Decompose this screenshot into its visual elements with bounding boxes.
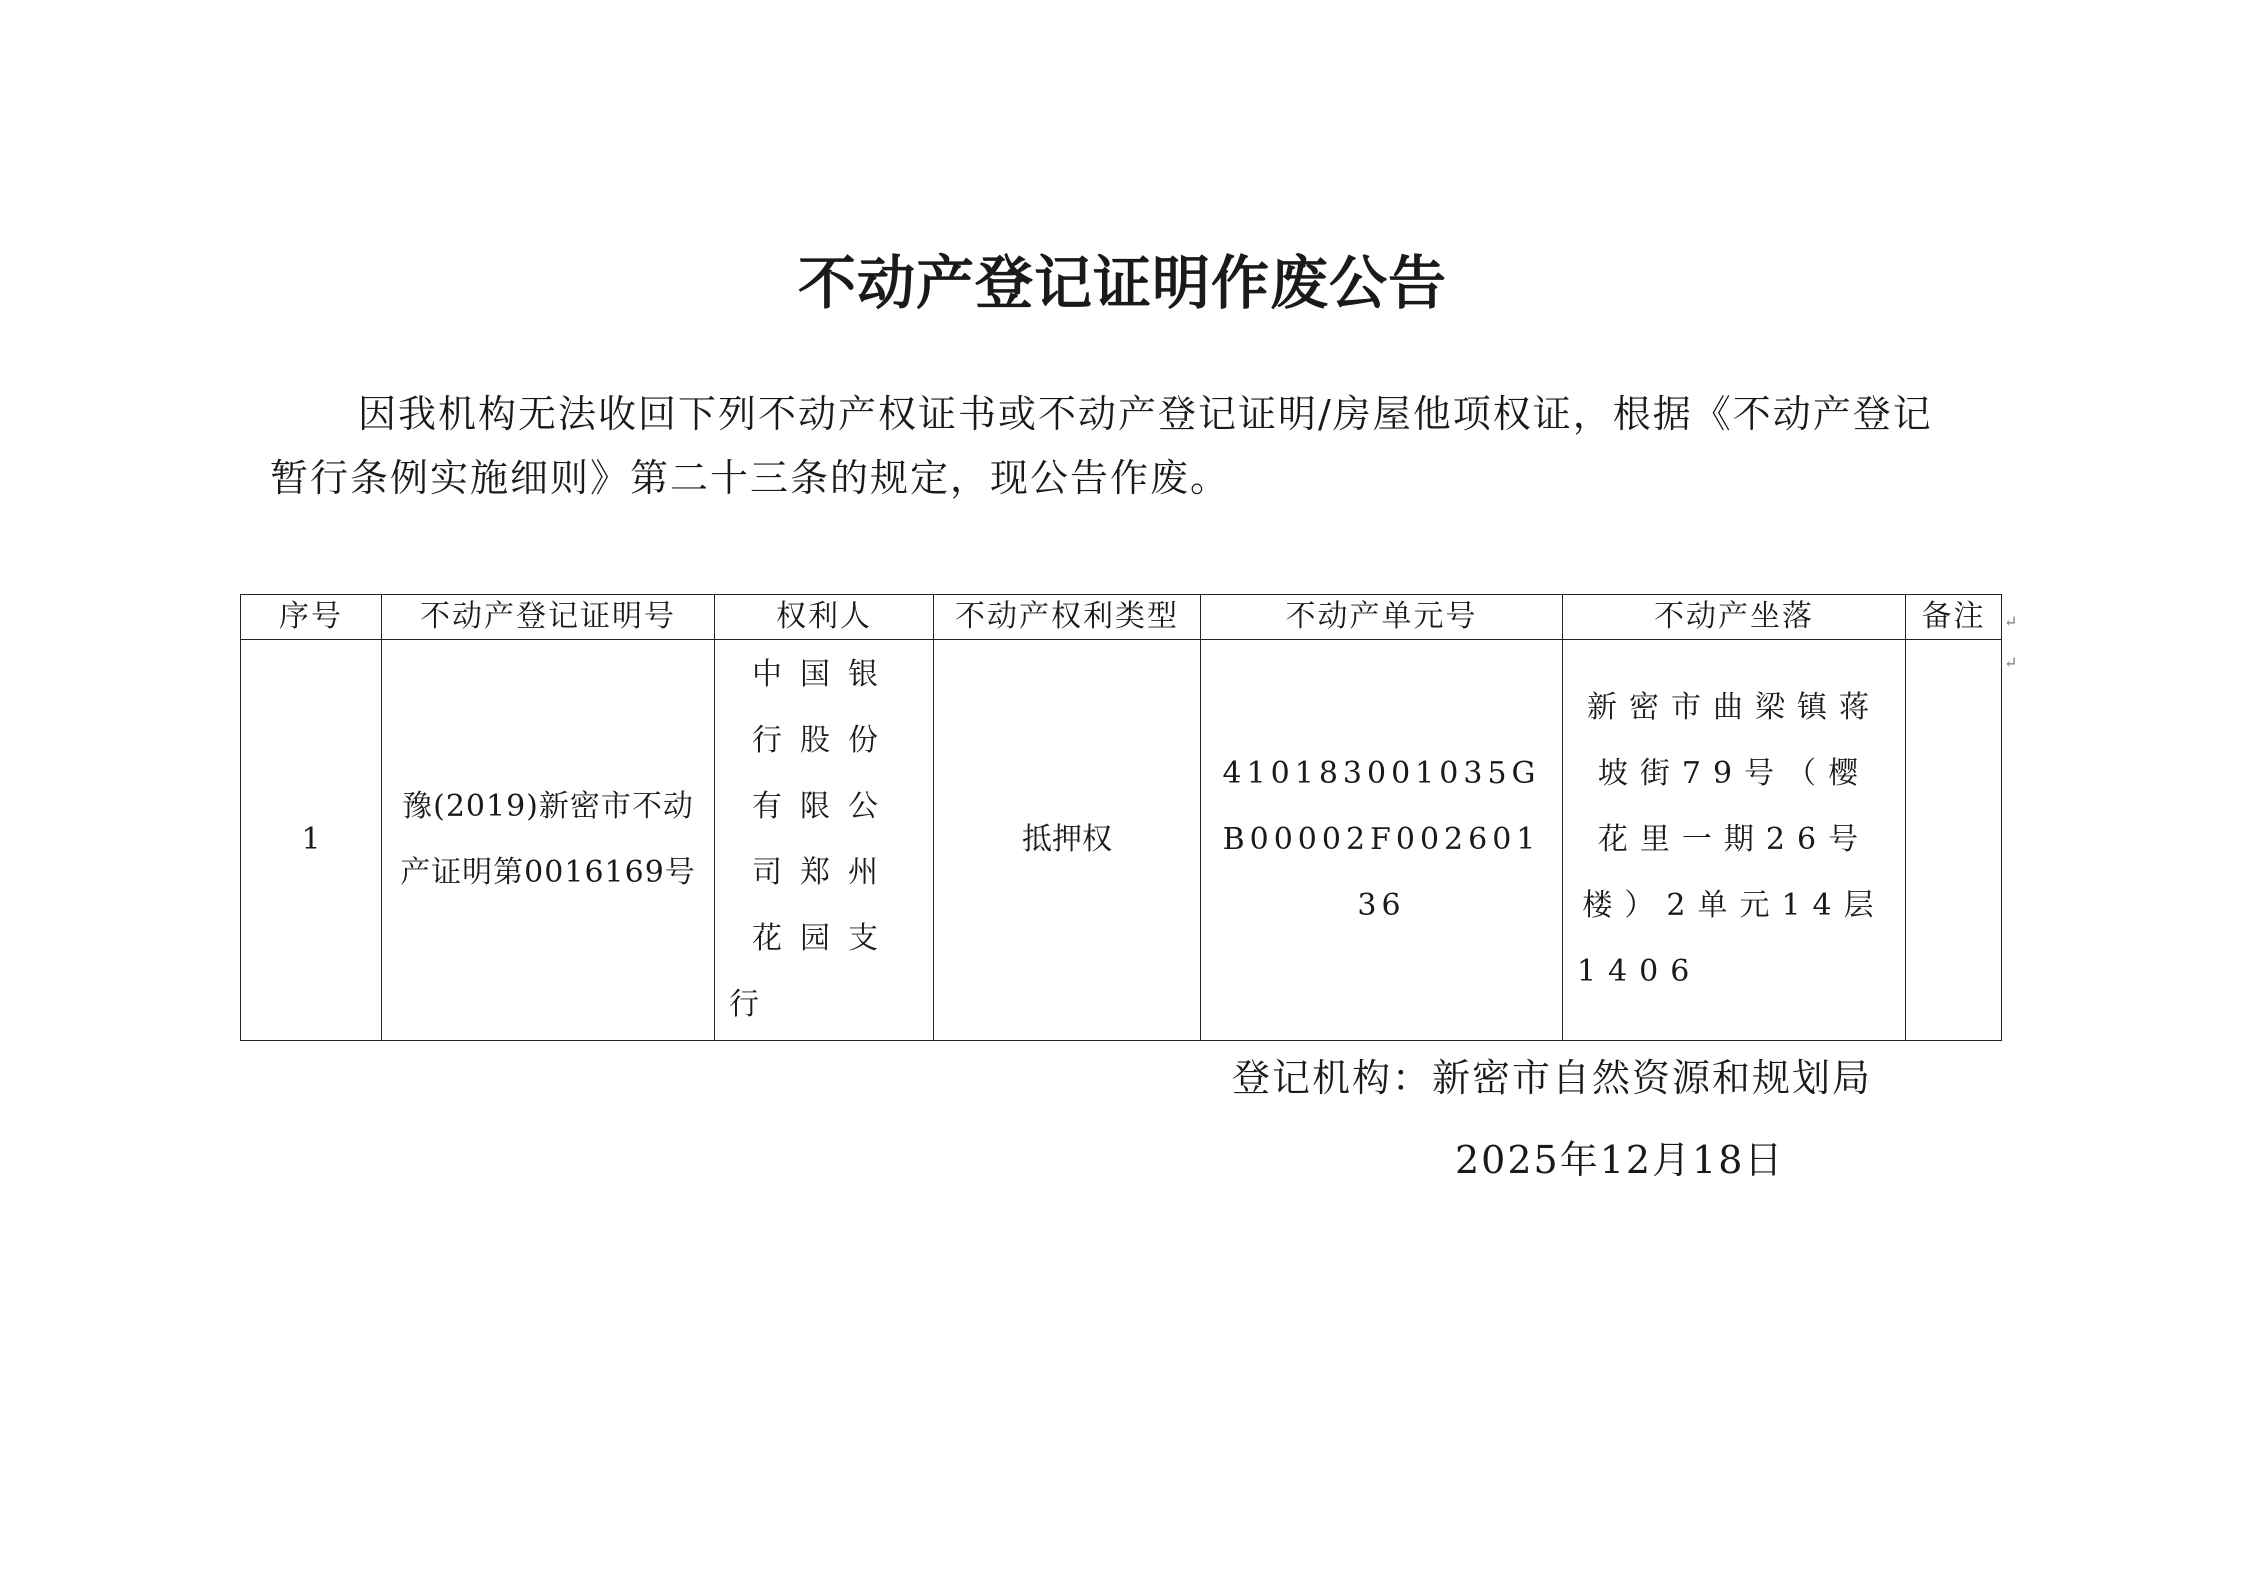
table-row (241, 640, 2002, 1041)
cell-seq: 1 (241, 640, 382, 1041)
registration-authority: 登记机构：新密市自然资源和规划局 (1232, 1056, 1873, 1100)
margin-mark: ↵ (2004, 653, 2018, 672)
cell-holder: 中国银行股份有限公司郑州花园支行 (715, 640, 934, 1041)
header-holder: 权利人 (715, 595, 934, 640)
header-right-type: 不动产权利类型 (934, 595, 1201, 640)
cell-cert-no: 豫(2019)新密市不动产证明第0016169号 (382, 640, 715, 1041)
header-remark: 备注 (1906, 595, 2002, 640)
intro-paragraph: 因我机构无法收回下列不动产权证书或不动产登记证明/房屋他项权证，根据《不动产登记暂行条例实施细则》第二十三条的规定，现公告作废。 (270, 392, 1933, 500)
cell-right-type: 抵押权 (934, 640, 1201, 1041)
cell-location: 新密市曲梁镇蒋坡街79号（樱花里一期26号楼）2单元14层1406 (1563, 640, 1906, 1041)
issue-date: 2025年12月18日 (1455, 1138, 1785, 1182)
header-unit-no: 不动产单元号 (1201, 595, 1563, 640)
header-cert-no: 不动产登记证明号 (382, 595, 715, 640)
table-header-row (241, 595, 2002, 640)
header-seq: 序号 (241, 595, 382, 640)
margin-mark: ↵ (2004, 612, 2018, 631)
header-location: 不动产坐落 (1563, 595, 1906, 640)
void-certificates-table (240, 594, 2002, 1041)
page-title: 不动产登记证明作废公告 (797, 249, 1447, 317)
cell-remark (1906, 640, 2002, 1041)
cell-unit-no: 410183001035GB00002F00260136 (1201, 640, 1563, 1041)
